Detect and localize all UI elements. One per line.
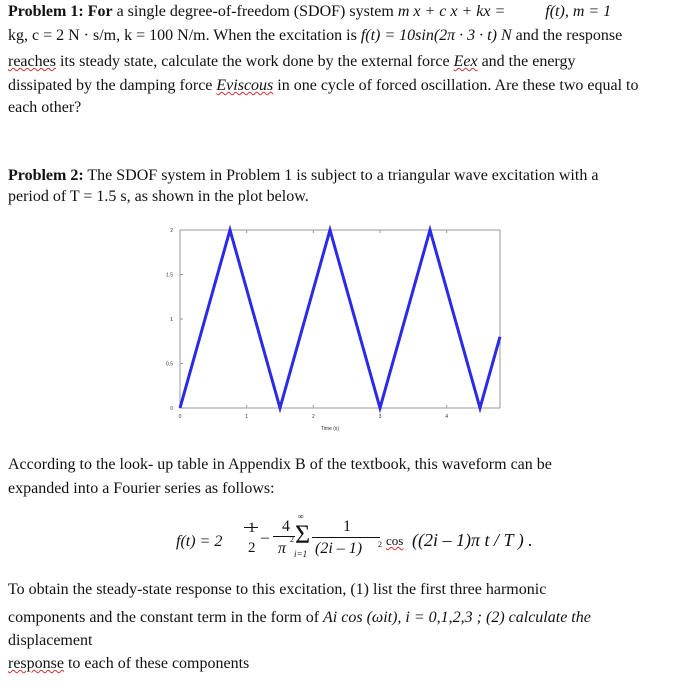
problem2-line1: Problem 2: The SDOF system in Problem 1 is subject to a triangular wave excitation with a [8,167,599,184]
x-tick-label: 0 [178,414,182,420]
problem1-line2: kg, c = 2 N · s/m, k = 100 N/m. When the excitation is f(t) = 10sin(2π · 3 · t) N and the response [8,27,623,44]
y-tick-label: 1 [170,317,173,323]
text2-line1: To obtain the steady-state response to this excitation, (1) list the first three harmonic [8,581,547,598]
text-line2: expanded into a Fourier series as follows: [8,480,275,497]
x-tick-label: 3 [378,414,382,420]
problem1-line3: reaches its steady state, calculate the work done by the external force Eex and the energy [8,53,576,70]
x-tick-label: 4 [445,414,449,420]
x-tick-label: 1 [245,414,249,420]
problem1-line5: each other? [8,99,82,116]
problem1-line4: dissipated by the damping force Eviscous in one cycle of forced oscillation. Are these two equal to [8,77,639,94]
text-line1: According to the look- up table in Appendix B of the textbook, this waveform can be [8,456,552,473]
series-line [180,230,500,408]
y-tick-label: 0.5 [166,361,173,368]
text2-line3: displacement [8,632,93,649]
y-tick-label: 2 [170,228,173,234]
text2-line4: response to each of these components [8,655,250,672]
text2-line2: components and the constant term in the form of Ai cos (ωit), i = 0,1,2,3 ; (2) calculate the [8,609,591,626]
plot-frame [180,230,500,408]
y-tick-label: 0 [170,406,173,412]
x-tick-label: 2 [311,414,315,420]
y-tick-label: 1.5 [166,272,173,279]
problem1-line1: Problem 1: For a single degree-of-freedom (SDOF) system m x + c x + kx = f(t), m = 1 [8,3,612,20]
x-axis-label: Time (s) [320,426,340,432]
problem2-line2: period of T = 1.5 s, as shown in the plot below. [8,188,309,205]
